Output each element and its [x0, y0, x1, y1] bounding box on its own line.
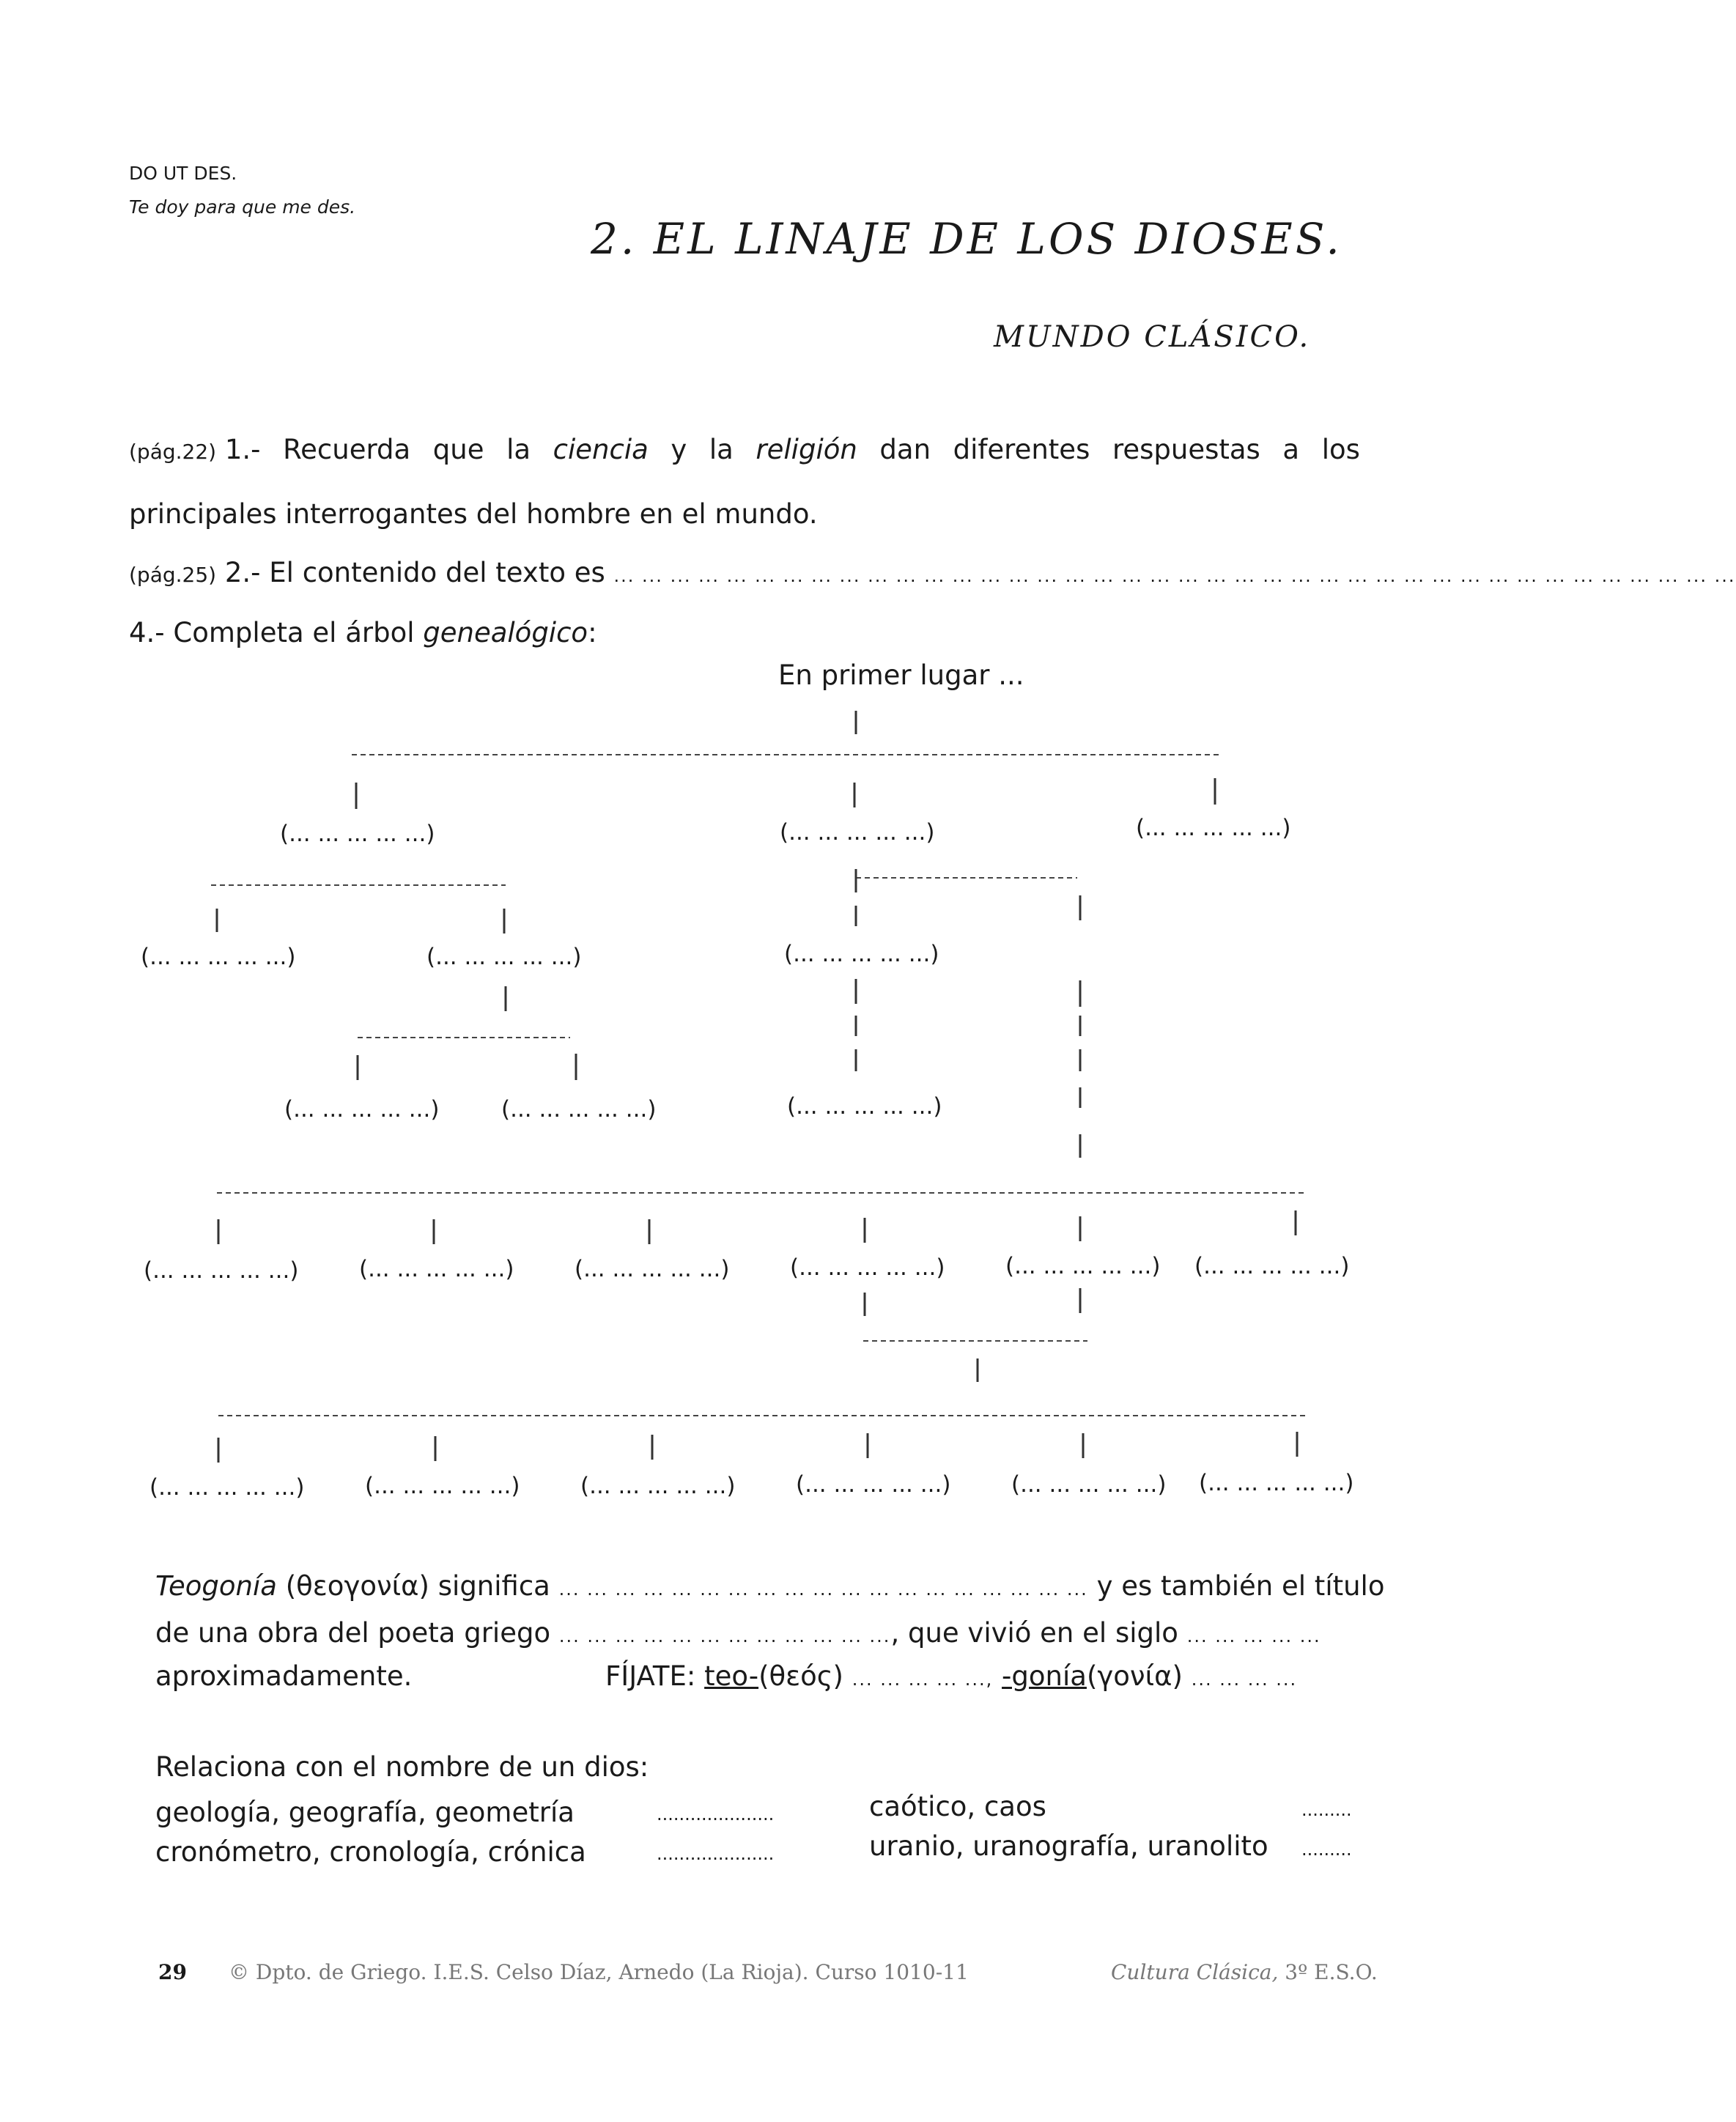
teogonia-line-1	[155, 1570, 1384, 1602]
tree-node-blank: (... ... ... ... ...)	[359, 1256, 514, 1282]
question-2-ref: (pág.25)	[129, 563, 217, 587]
question-2-blank: ... ... ... ... ... ... ... ... ... ... ... ... ... ... ... ... ... ... ... ... ... ... ... ... ... ... ... ... ... ... ... ... ... ... ... ... ... ... ... ...	[613, 566, 1736, 586]
tree-node-blank: (... ... ... ... ...)	[1194, 1253, 1350, 1279]
tree-node-blank: (... ... ... ... ...)	[1136, 815, 1291, 841]
tree-node-blank: (... ... ... ... ...)	[501, 1096, 657, 1123]
fijate-blank-2: ... ... ... ...	[1191, 1669, 1298, 1690]
relaciona-blank: .........	[1301, 1839, 1352, 1860]
q1-word: diferentes	[953, 434, 1090, 465]
teogonia-blank-2: ... ... ... ... ... ... ... ... ... ... ... ...	[558, 1626, 891, 1646]
footer-course-name: Cultura Clásica,	[1111, 1960, 1279, 1984]
footer-page-number	[158, 1960, 187, 1984]
footer-course-level: 3º E.S.O.	[1285, 1960, 1378, 1984]
relaciona-item: uranio, uranografía, uranolito	[869, 1830, 1268, 1862]
question-1-line-2: principales interrogantes del hombre en el mundo.	[129, 498, 818, 530]
motto: DO UT DES.	[129, 163, 237, 184]
tree-node-blank: (... ... ... ... ...)	[784, 941, 939, 967]
tree-node-blank: (... ... ... ... ...)	[141, 944, 296, 970]
q1-word: y	[671, 434, 687, 465]
q1-word: la	[506, 434, 531, 465]
q1-word: dan	[879, 434, 931, 465]
teogonia-greek: (θεογονία)	[285, 1570, 429, 1602]
tree-node-blank: (... ... ... ... ...)	[780, 819, 935, 846]
q1-word-religion: religión	[756, 434, 857, 465]
question-1-ref: (pág.22)	[129, 440, 217, 464]
teogonia-poet: de una obra del poeta griego	[155, 1617, 551, 1649]
tree-node-blank: (... ... ... ... ...)	[365, 1473, 520, 1499]
question-4-colon: :	[588, 617, 597, 648]
tree-node-blank: (... ... ... ... ...)	[796, 1471, 951, 1498]
tree-node-blank: (... ... ... ... ...)	[580, 1473, 736, 1499]
tree-node-blank: (... ... ... ... ...)	[426, 944, 582, 970]
teogonia-century: , que vivió en el siglo	[890, 1617, 1178, 1649]
page-subtitle: MUNDO CLÁSICO.	[994, 320, 1311, 354]
fijate-gonia: -gonía	[1002, 1660, 1087, 1692]
footer-credit: © Dpto. de Griego. I.E.S. Celso Díaz, Arnedo (La Rioja). Curso 1010-11	[229, 1960, 969, 1984]
relaciona-item: geología, geografía, geometría	[155, 1797, 575, 1828]
teogonia-blank-3: ... ... ... ... ...	[1186, 1626, 1321, 1646]
tree-node-blank: (... ... ... ... ...)	[1005, 1253, 1161, 1279]
q1-word: Recuerda	[283, 434, 411, 465]
tree-node-blank: (... ... ... ... ...)	[149, 1474, 305, 1501]
page-title: 2. EL LINAJE DE LOS DIOSES.	[591, 214, 1342, 264]
teogonia-word: Teogonía	[155, 1570, 277, 1602]
q1-word: los	[1321, 434, 1360, 465]
motto-translation: Te doy para que me des.	[129, 196, 356, 218]
fijate-blank-1: ... ... ... ... ...,	[852, 1669, 994, 1690]
tree-root: En primer lugar ...	[778, 659, 1024, 691]
tree-node-blank: (... ... ... ... ...)	[790, 1254, 945, 1281]
q1-word: que	[432, 434, 484, 465]
tree-node-blank: (... ... ... ... ...)	[787, 1093, 942, 1120]
q1-word: la	[709, 434, 734, 465]
q1-word: a	[1282, 434, 1300, 465]
teogonia-means: significa	[437, 1570, 550, 1602]
relaciona-blank: .....................	[657, 1844, 775, 1864]
relaciona-item: cronómetro, cronología, crónica	[155, 1836, 586, 1868]
question-2-text: 2.- El contenido del texto es	[224, 557, 605, 588]
teogonia-tail: y es también el título	[1096, 1570, 1385, 1602]
tree-node-blank: (... ... ... ... ...)	[144, 1257, 299, 1284]
fijate-teo-greek: (θεός)	[758, 1660, 843, 1692]
fijate-gonia-greek: (γονία)	[1086, 1660, 1183, 1692]
teogonia-blank-1: ... ... ... ... ... ... ... ... ... ... ... ... ... ... ... ... ... ... ...	[558, 1579, 1088, 1600]
q1-word-ciencia: ciencia	[553, 434, 649, 465]
page-number: 29	[158, 1960, 187, 1984]
q1-word: respuestas	[1112, 434, 1260, 465]
teogonia-line-2	[155, 1617, 1321, 1649]
question-4-italic: genealógico	[423, 617, 588, 648]
fijate-teo: teo-	[704, 1660, 759, 1692]
tree-node-blank: (... ... ... ... ...)	[1011, 1471, 1167, 1498]
relaciona-heading: Relaciona con el nombre de un dios:	[155, 1751, 649, 1783]
tree-node-blank: (... ... ... ... ...)	[1199, 1470, 1354, 1496]
teogonia-line-3: aproximadamente.	[155, 1660, 413, 1692]
relaciona-blank: .........	[1301, 1800, 1352, 1820]
tree-node-blank: (... ... ... ... ...)	[284, 1096, 440, 1123]
question-1-number: 1.-	[224, 434, 261, 465]
relaciona-item: caótico, caos	[869, 1791, 1046, 1822]
fijate-line	[605, 1660, 1297, 1692]
tree-node-blank: (... ... ... ... ...)	[280, 821, 435, 847]
relaciona-blank: .....................	[657, 1804, 775, 1825]
tree-node-blank: (... ... ... ... ...)	[575, 1256, 730, 1282]
footer-course	[1111, 1960, 1378, 1984]
fijate-label: FÍJATE:	[605, 1660, 696, 1692]
question-4-text: 4.- Completa el árbol	[129, 617, 415, 648]
